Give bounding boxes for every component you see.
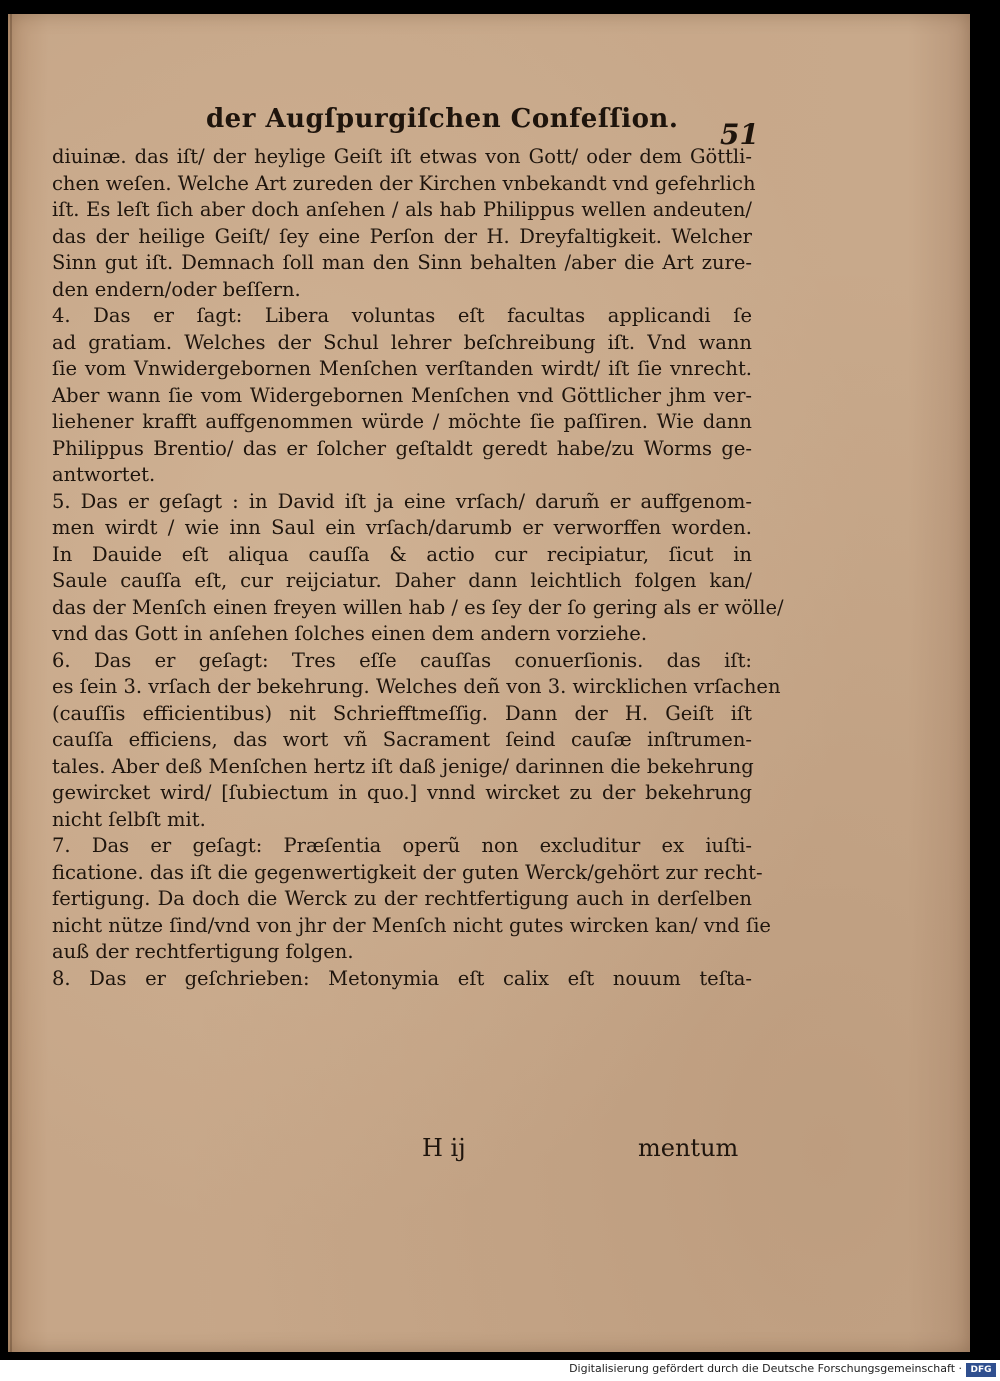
text-line: (cauſſis efficientibus) nit Schriefftmeſſig. Dann der H. Geiſt iſt: [52, 701, 752, 725]
text-line: chen weſen. Welche Art zureden der Kirchen vnbekandt vnd gefehrlich: [52, 171, 756, 195]
text-line: Aber wann ſie vom Widergebornen Menſchen vnd Göttlicher jhm ver-: [52, 383, 752, 407]
text-line: men wirdt / wie inn Saul ein vrſach/darumb er verworffen worden.: [52, 516, 752, 539]
text-line: fertigung. Da doch die Werck zu der rechtfertigung auch in derſelben: [52, 887, 752, 910]
text-line: 7. Das er geſagt: Præſentia operũ non excluditur ex iuſti-: [52, 834, 752, 857]
text-line: nicht ſelbſt mit.: [52, 807, 206, 831]
dfg-logo: DFG: [966, 1363, 996, 1377]
text-line: 8. Das er geſchrieben: Metonymia eſt calix eſt nouum teſta-: [52, 966, 752, 990]
funding-credit: Digitalisierung gefördert durch die Deutsche Forschungsgemeinschaft ·: [569, 1362, 962, 1375]
text-line: antwortet.: [52, 463, 156, 486]
text-line: das der heilige Geiſt/ ſey eine Perſon der H. Dreyfaltigkeit. Welcher: [52, 224, 752, 248]
text-line: auß der rechtfertigung folgen.: [52, 940, 354, 963]
catchword: mentum: [638, 1134, 739, 1162]
text-line: 5. Das er geſagt : in David iſt ja eine vrſach/ darum̃ er auffgenom-: [52, 489, 752, 513]
text-line: ſie vom Vnwidergebornen Menſchen verſtanden wirdt/ iſt ſie vnrecht.: [52, 357, 752, 380]
text-line: diuinæ. das iſt/ der heylige Geiſt iſt etwas von Gott/ oder dem Göttli-: [52, 145, 752, 168]
book-page: [8, 14, 970, 1352]
text-line: gewircket wird/ [ſubiectum in quo.] vnnd wircket zu der bekehrung: [52, 781, 752, 804]
running-header: der Augſpurgiſchen Confeſſion.: [206, 104, 679, 134]
text-line: Sinn gut iſt. Demnach ſoll man den Sinn behalten /aber die Art zure-: [52, 251, 752, 274]
text-line: liehener krafft auffgenommen würde / möchte ſie paſſiren. Wie dann: [52, 410, 752, 433]
body-text: [52, 144, 784, 992]
text-line: iſt. Es leſt ſich aber doch anſehen / als hab Philippus wellen andeuten/: [52, 198, 752, 221]
text-line: den endern/oder beſſern.: [52, 277, 301, 301]
text-line: es ſein 3. vrſach der bekehrung. Welches deñ von 3. wircklichen vrſachen: [52, 675, 781, 698]
page-number: 51: [720, 118, 759, 151]
text-line: cauſſa efficiens, das wort vñ Sacrament ſeind cauſæ inſtrumen-: [52, 728, 752, 751]
text-line: vnd das Gott in anſehen ſolches einen dem andern vorziehe.: [52, 622, 648, 645]
signature-mark: H ij: [422, 1134, 466, 1162]
text-line: In Dauide eſt aliqua cauſſa & actio cur recipiatur, ſicut in: [52, 542, 752, 566]
text-line: Saule cauſſa eſt, cur reijciatur. Daher dann leichtlich folgen kan/: [52, 569, 752, 592]
text-line: nicht nütze ſind/vnd von jhr der Menſch nicht gutes wircken kan/ vnd ſie: [52, 913, 771, 937]
text-line: ad gratiam. Welches der Schul lehrer beſchreibung iſt. Vnd wann: [52, 330, 752, 354]
text-line: ficatione. das iſt die gegenwertigkeit der guten Werck/gehört zur recht-: [52, 860, 763, 884]
text-line: 6. Das er geſagt: Tres eſſe cauſſas conuerſionis. das iſt:: [52, 648, 752, 672]
page-gutter: [10, 14, 12, 1352]
text-line: das der Menſch einen freyen willen hab / es ſey der ſo gering als er wölle/: [52, 595, 784, 619]
text-line: 4. Das er ſagt: Libera voluntas eſt facultas applicandi ſe: [52, 304, 752, 327]
credit-bar: [0, 1360, 1000, 1381]
text-line: Philippus Brentio/ das er ſolcher geſtaldt geredt habe/zu Worms ge-: [52, 436, 752, 460]
text-line: tales. Aber deß Menſchen hertz iſt daß jenige/ darinnen die bekehrung: [52, 754, 754, 778]
